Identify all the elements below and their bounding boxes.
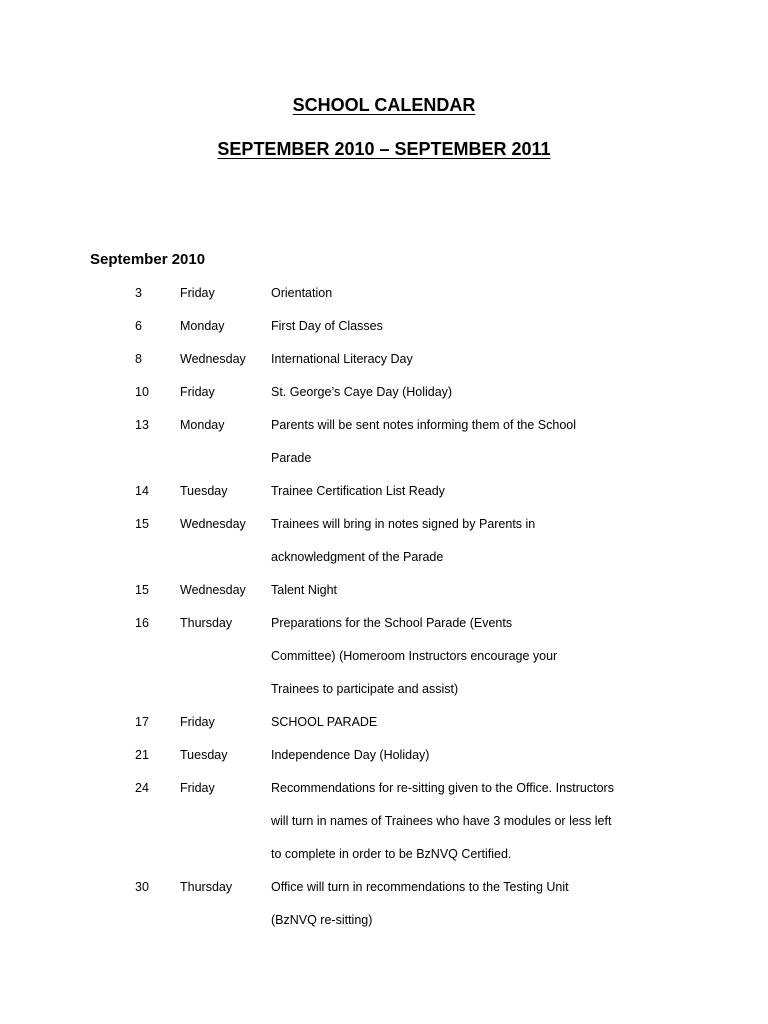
entry-line (0, 781, 768, 814)
entry-event-text: Recommendations for re-sitting given to the Office. Instructors (271, 781, 614, 795)
entry-line (0, 418, 768, 451)
entry-weekday: Friday (180, 715, 215, 729)
entry-day: 6 (135, 319, 142, 333)
entry-day: 10 (135, 385, 149, 399)
entry-line (0, 616, 768, 649)
entry-line (0, 649, 768, 682)
entry-event-text: Orientation (271, 286, 333, 300)
entry-event-text: Parade (271, 451, 312, 465)
calendar-entry (0, 286, 768, 319)
entry-day: 8 (135, 352, 142, 366)
entry-event-text: Trainee Certification List Ready (271, 484, 445, 498)
calendar-entry (0, 583, 768, 616)
entry-event-text: Parents will be sent notes informing them of the School (271, 418, 577, 432)
entry-day: 16 (135, 616, 149, 630)
calendar-entry (0, 616, 768, 715)
entry-day: 24 (135, 781, 149, 795)
calendar-entry (0, 781, 768, 880)
entry-event-text: SCHOOL PARADE (271, 715, 378, 729)
entry-day: 14 (135, 484, 149, 498)
entry-day: 15 (135, 583, 149, 597)
entry-event-text: Talent Night (271, 583, 338, 597)
entry-weekday: Wednesday (180, 517, 246, 531)
entry-event-text: will turn in names of Trainees who have 3 modules or less left (271, 814, 612, 828)
entry-weekday: Thursday (180, 880, 233, 894)
entry-weekday: Thursday (180, 616, 233, 630)
entry-line (0, 550, 768, 583)
calendar-entries (0, 286, 768, 946)
entry-weekday: Friday (180, 385, 215, 399)
entry-weekday: Tuesday (180, 484, 228, 498)
entry-weekday: Wednesday (180, 352, 246, 366)
calendar-entry (0, 319, 768, 352)
entry-event-text: St. George’s Caye Day (Holiday) (271, 385, 453, 399)
entry-day: 13 (135, 418, 149, 432)
entry-line (0, 517, 768, 550)
entry-event-text: Committee) (Homeroom Instructors encourage your (271, 649, 558, 663)
entry-line (0, 286, 768, 319)
entry-day: 21 (135, 748, 149, 762)
entry-event-text: International Literacy Day (271, 352, 413, 366)
calendar-entry (0, 418, 768, 484)
entry-event-text: Trainees to participate and assist) (271, 682, 459, 696)
document-subtitle: SEPTEMBER 2010 – SEPTEMBER 2011 (217, 139, 551, 159)
entry-line (0, 880, 768, 913)
month-heading: September 2010 (90, 251, 206, 268)
document-title: SCHOOL CALENDAR (292, 95, 476, 115)
entry-event-text: to complete in order to be BzNVQ Certified. (271, 847, 512, 861)
entry-line (0, 385, 768, 418)
entry-event-text: Trainees will bring in notes signed by Parents in (271, 517, 536, 531)
entry-day: 17 (135, 715, 149, 729)
entry-line (0, 451, 768, 484)
entry-line (0, 682, 768, 715)
entry-weekday: Friday (180, 781, 215, 795)
entry-day: 30 (135, 880, 149, 894)
entry-line (0, 748, 768, 781)
entry-event-text: (BzNVQ re-sitting) (271, 913, 373, 927)
entry-event-text: acknowledgment of the Parade (271, 550, 444, 564)
calendar-entry (0, 748, 768, 781)
calendar-entry (0, 484, 768, 517)
entry-line (0, 352, 768, 385)
calendar-entry (0, 715, 768, 748)
entry-event-text: Independence Day (Holiday) (271, 748, 430, 762)
calendar-entry (0, 880, 768, 946)
entry-event-text: First Day of Classes (271, 319, 383, 333)
entry-line (0, 484, 768, 517)
entry-line (0, 319, 768, 352)
entry-day: 3 (135, 286, 142, 300)
entry-line (0, 715, 768, 748)
entry-day: 15 (135, 517, 149, 531)
entry-weekday: Monday (180, 319, 225, 333)
entry-weekday: Monday (180, 418, 225, 432)
entry-weekday: Tuesday (180, 748, 228, 762)
calendar-entry (0, 352, 768, 385)
entry-event-text: Office will turn in recommendations to the Testing Unit (271, 880, 569, 894)
entry-line (0, 847, 768, 880)
entry-line (0, 814, 768, 847)
entry-line (0, 583, 768, 616)
entry-event-text: Preparations for the School Parade (Events (271, 616, 513, 630)
entry-weekday: Friday (180, 286, 215, 300)
calendar-entry (0, 517, 768, 583)
entry-line (0, 913, 768, 946)
calendar-entry (0, 385, 768, 418)
entry-weekday: Wednesday (180, 583, 246, 597)
